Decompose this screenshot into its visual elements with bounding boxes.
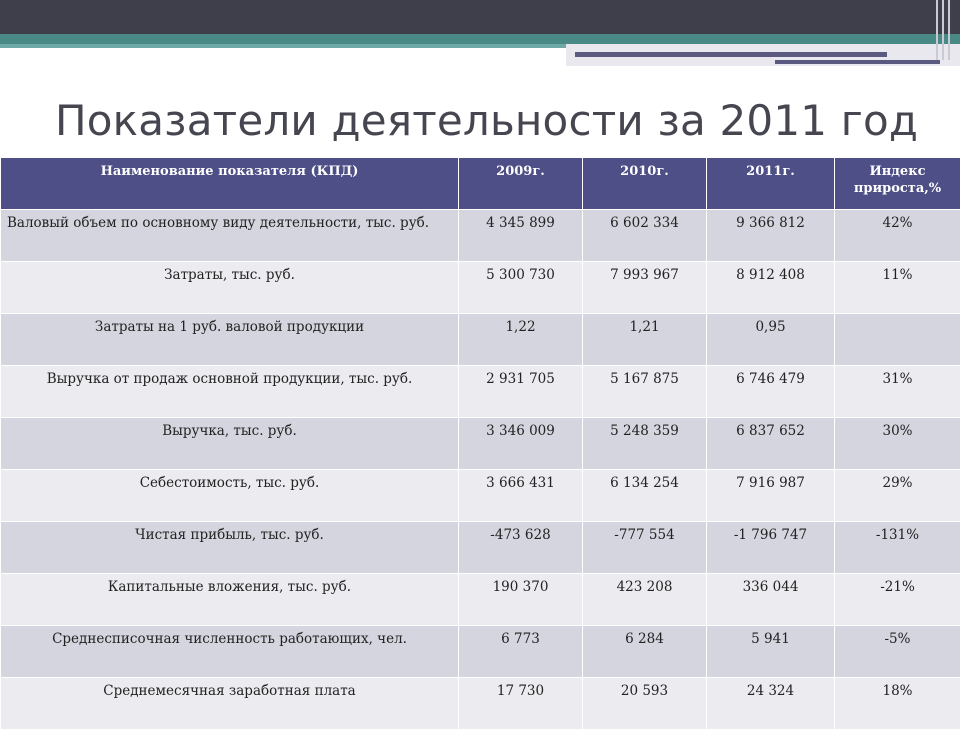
cell-value-2009: -473 628 [459, 522, 583, 574]
cell-value-2011: 5 941 [707, 626, 835, 678]
cell-value-2011: 336 044 [707, 574, 835, 626]
cell-value-2011: 6 837 652 [707, 418, 835, 470]
table-row [1, 678, 960, 730]
cell-value-2010: 6 602 334 [583, 210, 707, 262]
cell-value-2009: 4 345 899 [459, 210, 583, 262]
table-row [1, 470, 960, 522]
cell-indicator-name: Затраты, тыс. руб. [1, 262, 459, 314]
cell-growth-index: 29% [835, 470, 960, 522]
cell-value-2010: -777 554 [583, 522, 707, 574]
slide-title: Показатели деятельности за 2011 год [55, 96, 918, 145]
cell-value-2010: 423 208 [583, 574, 707, 626]
indicators-table [0, 157, 960, 730]
cell-value-2010: 20 593 [583, 678, 707, 730]
cell-value-2011: 7 916 987 [707, 470, 835, 522]
cell-indicator-name: Среднемесячная заработная плата [1, 678, 459, 730]
cell-value-2010: 7 993 967 [583, 262, 707, 314]
teal-decor-stripe [0, 44, 566, 48]
cell-value-2009: 1,22 [459, 314, 583, 366]
cell-indicator-name: Капитальные вложения, тыс. руб. [1, 574, 459, 626]
cell-growth-index: -21% [835, 574, 960, 626]
cell-indicator-name: Затраты на 1 руб. валовой продукции [1, 314, 459, 366]
cell-value-2010: 1,21 [583, 314, 707, 366]
table-row [1, 574, 960, 626]
cell-indicator-name: Себестоимость, тыс. руб. [1, 470, 459, 522]
table-row [1, 314, 960, 366]
table-header-row [1, 158, 960, 210]
header-2011: 2011г. [707, 158, 835, 210]
cell-indicator-name: Выручка от продаж основной продукции, тыс. руб. [1, 366, 459, 418]
header-2010: 2010г. [583, 158, 707, 210]
cell-growth-index: -5% [835, 626, 960, 678]
cell-indicator-name: Выручка, тыс. руб. [1, 418, 459, 470]
cell-value-2011: 9 366 812 [707, 210, 835, 262]
cell-value-2009: 2 931 705 [459, 366, 583, 418]
table-row [1, 210, 960, 262]
table-row [1, 626, 960, 678]
cell-value-2009: 3 666 431 [459, 470, 583, 522]
top-decor-bar [0, 0, 960, 34]
cell-value-2010: 6 134 254 [583, 470, 707, 522]
cell-value-2010: 5 167 875 [583, 366, 707, 418]
cell-value-2010: 5 248 359 [583, 418, 707, 470]
cell-growth-index: 11% [835, 262, 960, 314]
cell-indicator-name: Среднесписочная численность работающих, чел. [1, 626, 459, 678]
table-row [1, 522, 960, 574]
cell-value-2011: 24 324 [707, 678, 835, 730]
cell-value-2009: 190 370 [459, 574, 583, 626]
cell-indicator-name: Валовый объем по основному виду деятельности, тыс. руб. [1, 210, 459, 262]
cell-value-2011: -1 796 747 [707, 522, 835, 574]
table-row [1, 366, 960, 418]
cell-value-2010: 6 284 [583, 626, 707, 678]
cell-growth-index: 30% [835, 418, 960, 470]
cell-growth-index: 18% [835, 678, 960, 730]
cell-value-2009: 17 730 [459, 678, 583, 730]
cell-value-2011: 8 912 408 [707, 262, 835, 314]
cell-value-2011: 6 746 479 [707, 366, 835, 418]
cell-growth-index: 42% [835, 210, 960, 262]
cell-growth-index: 31% [835, 366, 960, 418]
header-growth-index: Индекс прироста,% [835, 158, 960, 210]
header-2009: 2009г. [459, 158, 583, 210]
right-decor-line-1 [575, 52, 887, 57]
cell-value-2009: 3 346 009 [459, 418, 583, 470]
header-indicator: Наименование показателя (КПД) [1, 158, 459, 210]
table-row [1, 418, 960, 470]
cell-value-2009: 5 300 730 [459, 262, 583, 314]
teal-decor-band [0, 34, 960, 44]
vertical-decor-lines [936, 0, 954, 60]
cell-value-2009: 6 773 [459, 626, 583, 678]
cell-growth-index [835, 314, 960, 366]
right-decor-line-2 [775, 60, 940, 64]
cell-value-2011: 0,95 [707, 314, 835, 366]
cell-growth-index: -131% [835, 522, 960, 574]
cell-indicator-name: Чистая прибыль, тыс. руб. [1, 522, 459, 574]
table-row [1, 262, 960, 314]
